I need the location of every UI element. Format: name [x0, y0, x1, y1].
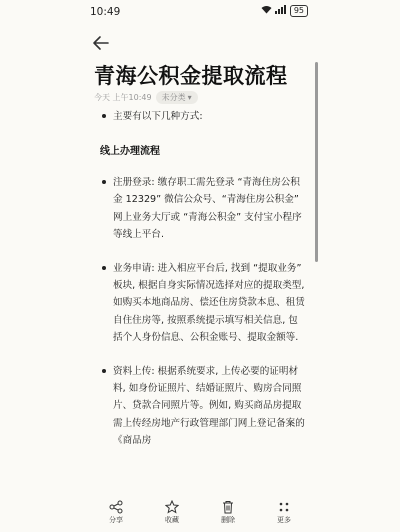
delete-button[interactable] [208, 500, 248, 525]
status-time: 10:49 [90, 6, 121, 18]
note-date: 今天 上午10:49 [94, 93, 152, 102]
battery-indicator: 95 [290, 5, 308, 17]
back-arrow-icon[interactable] [92, 34, 110, 52]
note-content [94, 108, 306, 449]
note-title: 青海公积金提取流程 [94, 64, 288, 88]
bottom-toolbar [0, 496, 400, 532]
chevron-down-icon: ▾ [187, 93, 192, 102]
wifi-icon [261, 5, 272, 17]
signal-icon [275, 5, 287, 17]
category-dropdown[interactable] [156, 91, 198, 104]
more-label: 更多 [277, 516, 291, 524]
delete-label: 删除 [221, 516, 235, 524]
star-icon [165, 500, 179, 514]
note-meta [94, 91, 198, 104]
more-button[interactable] [264, 500, 304, 525]
trash-icon [221, 500, 235, 514]
list-item: 业务申请: 进入相应平台后, 找到 “提取业务” 板块, 根据自身实际情况选择对应的提取类型, 如购买本地商品房、偿还住房贷款本息、租赁自住住房等, 按照系统提示填写相关信息, 包括个人身份信息、公积金账号、提取金额等. [94, 260, 306, 346]
status-bar [0, 0, 400, 22]
share-label: 分享 [109, 516, 123, 524]
category-label: 未分类 [161, 93, 186, 102]
intro-item: 主要有以下几种方式: [94, 108, 306, 125]
share-button[interactable] [96, 500, 136, 525]
list-item: 注册登录: 缴存职工需先登录 “青海住房公积金 12329” 微信公众号、“青海住房公积金” 网上业务大厅或 “青海公积金” 支付宝小程序等线上平台. [94, 174, 306, 243]
status-icons [261, 5, 308, 17]
scrollbar[interactable] [315, 62, 318, 262]
favorite-label: 收藏 [165, 516, 179, 524]
more-dots-icon [277, 500, 291, 514]
section-heading: 线上办理流程 [100, 146, 160, 158]
list-item: 资料上传: 根据系统要求, 上传必要的证明材料, 如身份证照片、结婚证照片、购房合同照片、贷款合同照片等。例如, 购买商品房提取需上传经房地产行政管理部门网上登记备案的《商品房 [94, 363, 306, 449]
share-icon [109, 500, 123, 514]
favorite-button[interactable] [152, 500, 192, 525]
